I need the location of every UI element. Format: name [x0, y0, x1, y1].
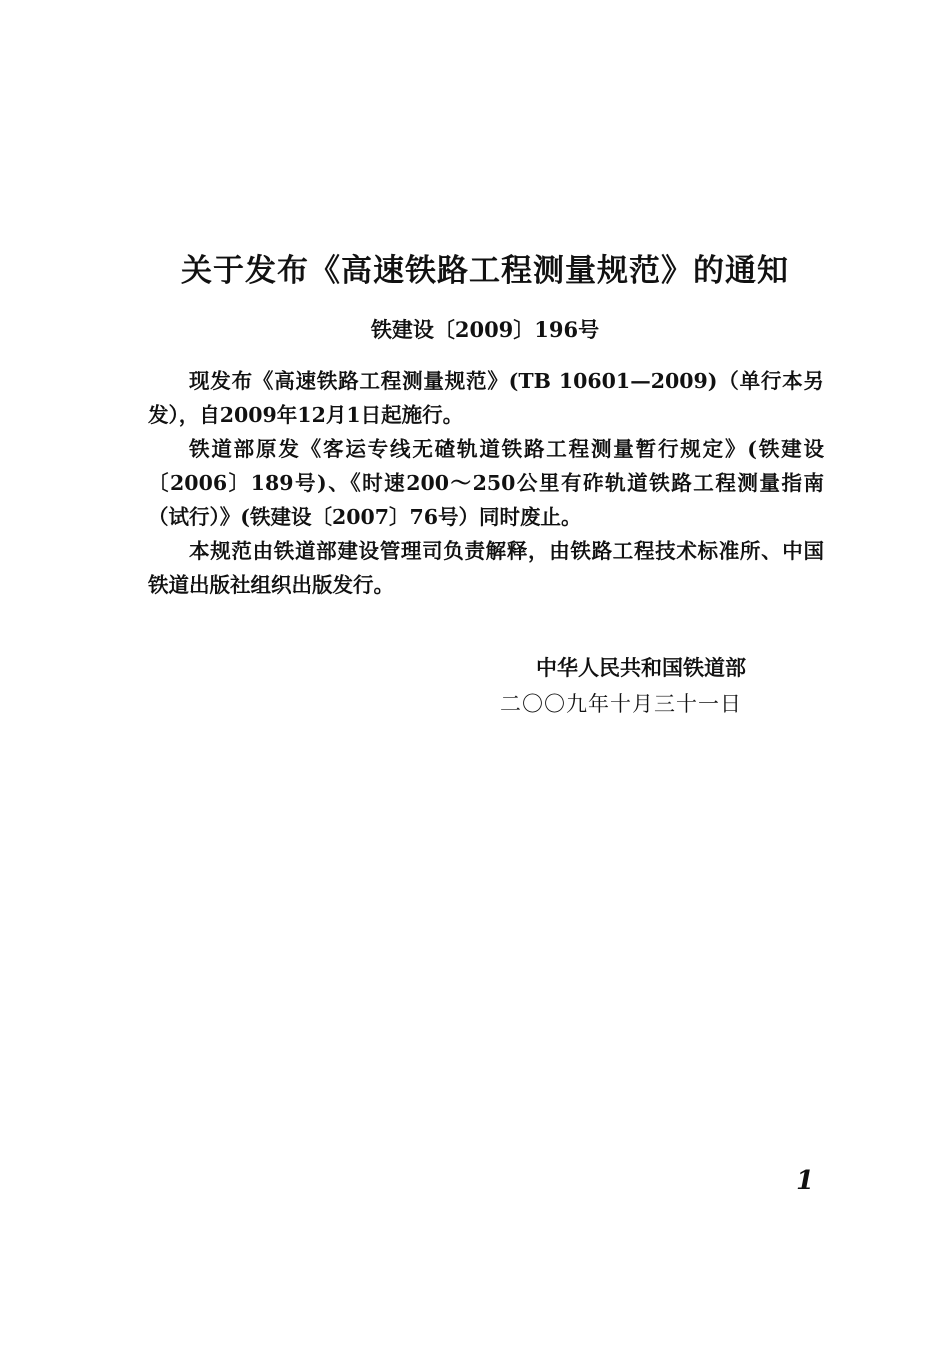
issuer-name: 中华人民共和国铁道部	[536, 655, 746, 680]
notice-body	[148, 364, 824, 602]
paragraph-interpretation: 本规范由铁道部建设管理司负责解释，由铁路工程技术标准所、中国铁道出版社组织出版发行。	[148, 539, 824, 597]
document-number: 铁建设〔2009〕196号	[370, 317, 600, 342]
paragraph-publish: 现发布《高速铁路工程测量规范》(TB 10601—2009)（单行本另发），自2009年12月1日起施行。	[148, 369, 824, 427]
issue-date: 二〇〇九年十月三十一日	[500, 692, 742, 716]
page-number: 1	[796, 1166, 815, 1196]
signature-block	[500, 650, 790, 722]
paragraph-abolish: 铁道部原发《客运专线无碴轨道铁路工程测量暂行规定》(铁建设〔2006〕189号)、《时速200～250公里有砟轨道铁路工程测量指南（试行）》(铁建设〔2007〕76号）同时废止。	[148, 437, 824, 529]
notice-title: 关于发布《高速铁路工程测量规范》的通知	[181, 253, 789, 289]
